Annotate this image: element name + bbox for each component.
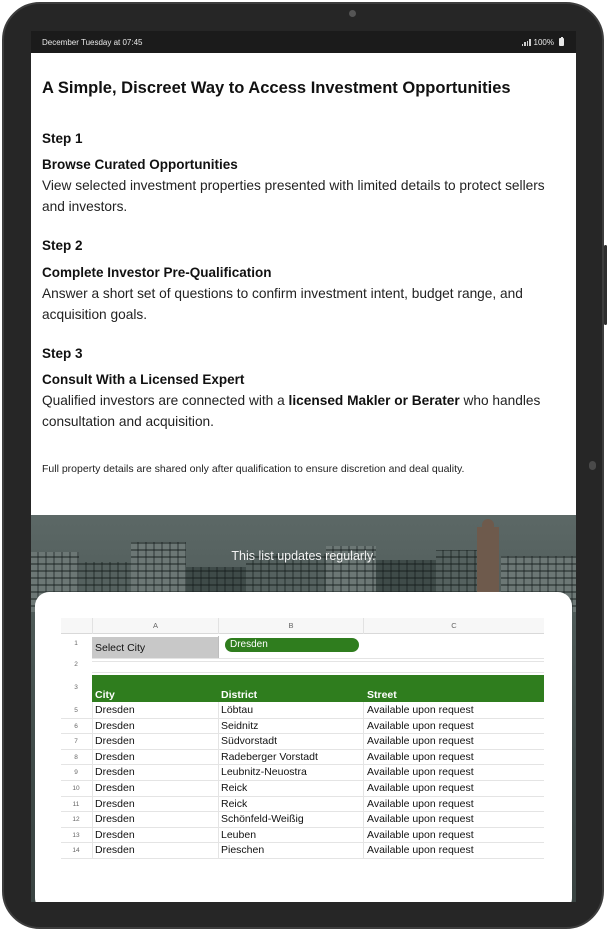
row-number: 1 [74,640,78,647]
step-2-body: Answer a short set of questions to confirm investment intent, budget range, and acquisition goals. [42,286,523,322]
row-divider [92,672,544,673]
row-divider [92,661,544,662]
step-3-body-end: who handles consultation and acquisition. [42,393,541,429]
cell-city[interactable]: Dresden [95,719,135,732]
cell-city[interactable]: Dresden [95,782,135,794]
step-1-heading: Browse Curated Opportunities [42,157,238,172]
cell-district[interactable]: Seidnitz [221,719,259,732]
cell-district[interactable]: Radeberger Vorstadt [221,750,318,763]
cell-street[interactable]: Available upon request [367,766,474,779]
status-datetime: December Tuesday at 07:45 [42,37,143,47]
step-1-label: Step 1 [42,131,83,146]
side-sensor [589,461,596,470]
table-row[interactable] [61,719,544,735]
cell-street[interactable]: Available upon request [367,735,474,748]
header-district: District [221,689,258,701]
cell-street[interactable]: Available upon request [367,797,474,810]
row-number: 6 [74,722,78,730]
step-3-label: Step 3 [42,346,83,361]
cell-city[interactable]: Dresden [95,797,135,810]
step-3-body-emphasis: licensed Makler or Berater [288,393,460,408]
column-gridline [92,702,93,859]
row-number: 3 [74,684,78,691]
step-2-label: Step 2 [42,238,83,253]
table-header-band [92,675,544,702]
cell-district[interactable]: Löbtau [221,704,254,716]
table-row[interactable] [61,703,544,719]
cell-city[interactable]: Dresden [95,704,135,716]
step-2-heading: Complete Investor Pre-Qualification [42,265,272,280]
row-divider [92,658,544,659]
column-header-row [61,618,544,634]
cell-city[interactable]: Dresden [95,813,135,826]
select-city-label: Select City [95,642,146,654]
front-camera [349,10,356,17]
row-number: 5 [74,707,78,714]
row-number: 14 [72,847,80,855]
cell-district[interactable]: Südvorstadt [221,735,278,748]
cell-district[interactable]: Leubnitz-Neuostra [221,766,307,779]
table-row[interactable] [61,797,544,813]
screen [31,31,576,902]
row-number: 11 [72,800,80,808]
step-3-body-start: Qualified investors are connected with a [42,393,289,408]
cell-street[interactable]: Available upon request [367,828,474,841]
table-row[interactable] [61,828,544,844]
column-header-c[interactable]: C [363,618,544,634]
status-bar [31,31,576,53]
power-button [604,245,607,325]
column-header-a[interactable]: A [92,618,218,634]
column-gridline [363,702,364,859]
battery-percent: 100% [533,37,554,47]
list-update-notice: This list updates regularly. [231,549,376,563]
cell-street[interactable]: Available upon request [367,782,474,794]
table-row[interactable] [61,734,544,750]
row-number: 9 [74,769,78,777]
row-number: 13 [72,831,80,839]
city-dropdown[interactable]: Dresden [225,638,359,652]
spreadsheet-card [35,592,572,902]
table-row[interactable] [61,750,544,766]
cell-district[interactable]: Reick [221,797,248,810]
row-number: 7 [74,738,78,746]
cell-city[interactable]: Dresden [95,766,135,779]
cell-city[interactable]: Dresden [95,828,135,841]
cell-street[interactable]: Available upon request [367,813,474,826]
cell-district[interactable]: Pieschen [221,844,265,857]
cell-district[interactable]: Leuben [221,828,257,841]
cell-district[interactable]: Schönfeld-Weißig [221,813,304,826]
header-street: Street [367,689,397,701]
qualification-footnote: Full property details are shared only after qualification to ensure discretion and deal quality. [42,463,465,475]
header-city: City [95,689,115,701]
table-row[interactable] [61,843,544,859]
table-row[interactable] [61,781,544,797]
step-3-body [42,390,567,432]
status-indicators [522,38,564,47]
step-3-heading: Consult With a Licensed Expert [42,372,245,387]
cell-street[interactable]: Available upon request [367,704,474,716]
cell-city[interactable]: Dresden [95,735,135,748]
table-row[interactable] [61,812,544,828]
page-title: A Simple, Discreet Way to Access Investment Opportunities [42,79,511,97]
cell-city[interactable]: Dresden [95,844,135,857]
column-gridline [218,702,219,859]
signal-icon [522,39,531,46]
step-1-body: View selected investment properties presented with limited details to protect sellers and investors. [42,178,545,214]
cell-city[interactable]: Dresden [95,750,135,763]
city-hero-section [31,515,576,902]
cell-divider [218,636,219,658]
battery-icon [559,38,564,46]
church-tower-roof [482,519,494,529]
cell-street[interactable]: Available upon request [367,844,474,857]
row-number: 12 [72,816,80,824]
row-number: 2 [74,661,78,668]
table-row[interactable] [61,765,544,781]
cell-district[interactable]: Reick [221,782,248,794]
cell-street[interactable]: Available upon request [367,750,474,763]
row-number: 10 [72,785,80,792]
column-header-b[interactable]: B [218,618,363,634]
cell-street[interactable]: Available upon request [367,719,474,732]
row-number: 8 [74,753,78,761]
